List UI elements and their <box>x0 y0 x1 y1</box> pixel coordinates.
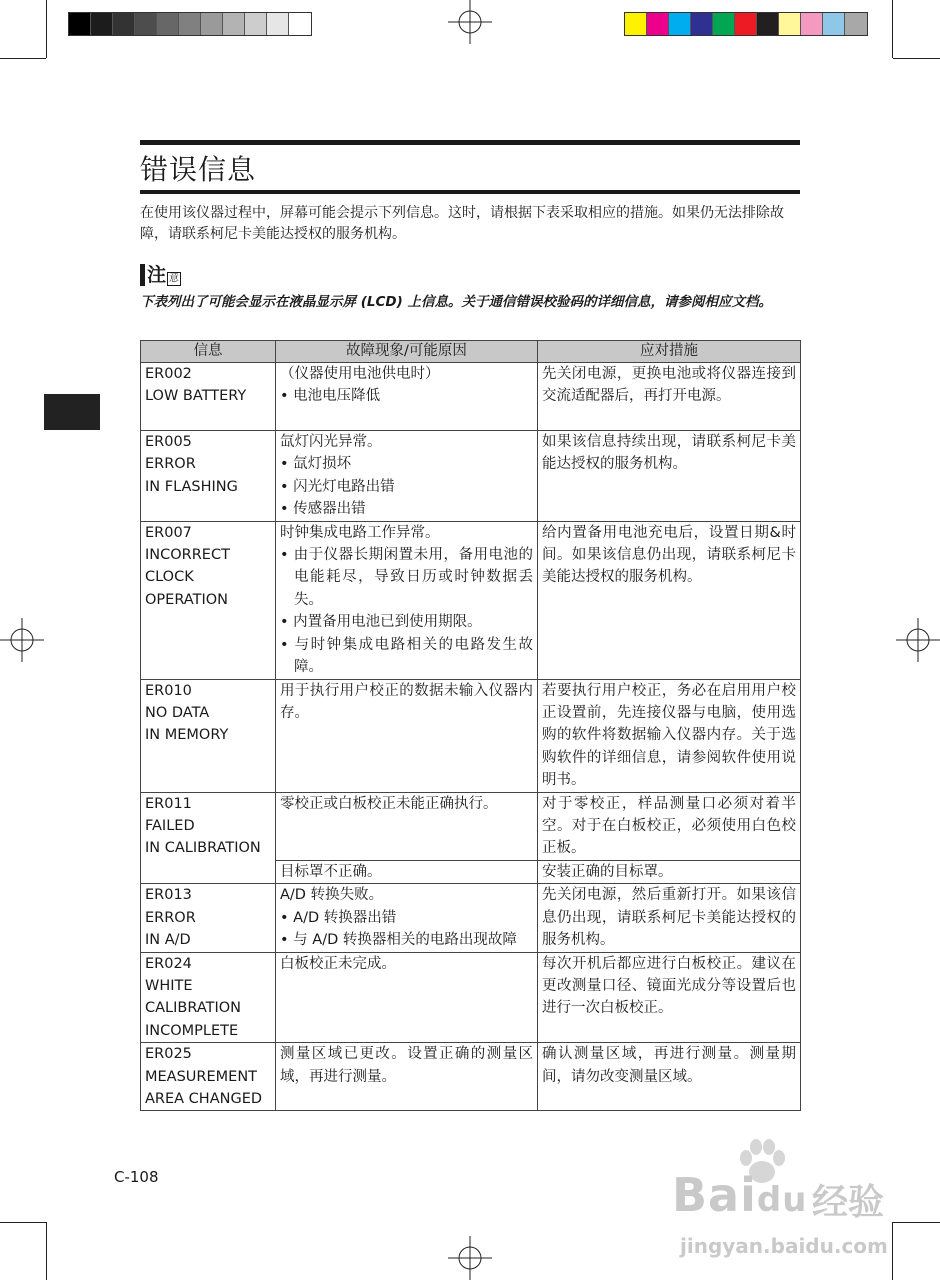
error-message-table <box>140 340 801 1111</box>
action-cell <box>538 1043 801 1111</box>
color-swatch <box>647 13 669 35</box>
note-label-sub: 意 <box>169 273 180 284</box>
message-cell <box>141 521 276 679</box>
gray-swatch <box>223 13 245 35</box>
message-code: IN A/D <box>145 932 191 949</box>
crop-mark <box>892 0 893 58</box>
action-text: 先关闭电源，然后重新打开。如果该信息仍出现，请联系柯尼卡美能达授权的服务机构。 <box>542 887 796 949</box>
message-code: ER005 <box>145 434 192 450</box>
message-code: AREA CHANGED <box>145 1090 263 1107</box>
color-swatch <box>691 13 713 35</box>
header-cause: 故障现象/可能原因 <box>276 341 538 363</box>
cause-bullet: • 内置备用电池已到使用期限。 <box>280 611 533 633</box>
gray-swatch <box>69 13 91 35</box>
gray-swatch <box>91 13 113 35</box>
table-row <box>141 521 801 679</box>
crop-mark <box>0 1222 46 1223</box>
action-cell <box>538 431 801 522</box>
color-swatch <box>801 13 823 35</box>
color-swatch <box>845 13 867 35</box>
message-code: OPERATION <box>145 591 228 608</box>
gray-swatch <box>157 13 179 35</box>
cause-cell <box>276 1043 538 1111</box>
note-bar-icon <box>140 264 145 286</box>
message-code: INCOMPLETE <box>145 1022 239 1039</box>
message-cell <box>141 792 276 884</box>
color-swatch <box>779 13 801 35</box>
gray-swatch <box>113 13 135 35</box>
cause-text: 用于执行用户校正的数据未输入仪器内存。 <box>280 682 533 722</box>
registration-mark-icon <box>0 618 44 662</box>
action-text: 每次开机后都应进行白板校正。建议在更改测量口径、镜面光成分等设置后也进行一次白板校正。 <box>542 955 796 1017</box>
cause-cell <box>276 363 538 431</box>
crop-mark <box>893 58 940 59</box>
message-cell <box>141 952 276 1043</box>
action-text: 若要执行用户校正，务必在启用用户校正设置前，先连接仪器与电脑，使用选购的软件将数据输入仪器内存。关于选购软件的详细信息，请参阅软件使用说明书。 <box>542 682 796 789</box>
color-swatch <box>625 13 647 35</box>
message-code: ER010 <box>145 682 192 699</box>
message-code: ER002 <box>145 366 192 382</box>
note-label-main: 注 <box>147 264 167 286</box>
header-action: 应对措施 <box>538 341 801 363</box>
cause-bullet: • 与时钟集成电路相关的电路发生故障。 <box>280 634 533 679</box>
page-number: C-108 <box>114 1168 159 1186</box>
action-cell <box>538 860 801 883</box>
table-row <box>141 431 801 522</box>
cause-bullet: • A/D 转换器出错 <box>280 907 533 929</box>
table-row <box>141 679 801 792</box>
cause-text: 零校正或白板校正未能正确执行。 <box>280 795 498 812</box>
message-cell <box>141 431 276 522</box>
action-text: 先关闭电源，更换电池或将仪器连接到交流适配器后，再打开电源。 <box>542 366 796 405</box>
cause-cell <box>276 431 538 522</box>
color-swatch <box>757 13 779 35</box>
action-text: 安装正确的目标罩。 <box>542 863 673 880</box>
table-row <box>141 884 801 952</box>
table-row <box>141 792 801 860</box>
cause-text: A/D 转换失败。 <box>280 887 384 904</box>
cause-cell <box>276 952 538 1043</box>
cause-text: 白板校正未完成。 <box>280 955 396 972</box>
color-swatch <box>669 13 691 35</box>
cause-text: （仪器使用电池供电时） <box>280 366 440 382</box>
cause-text: 时钟集成电路工作异常。 <box>280 524 440 541</box>
crop-mark <box>0 58 46 59</box>
cause-cell <box>276 679 538 792</box>
watermark-logo-cn: 经验 <box>812 1182 885 1223</box>
gray-swatch <box>267 13 289 35</box>
baidu-watermark <box>672 1138 902 1268</box>
cause-cell <box>276 884 538 952</box>
cause-bullet: • 由于仪器长期闲置未用，备用电池的电能耗尽，导致日历或时钟数据丢失。 <box>280 544 533 611</box>
note-text: 下表列出了可能会显示在液晶显示屏 (LCD) 上信息。关于通信错误校验码的详细信息，请参阅相应文档。 <box>140 294 772 310</box>
message-code: WHITE <box>145 977 193 994</box>
cause-bullet: • 传感器出错 <box>280 498 533 520</box>
table-row <box>141 363 801 431</box>
action-cell <box>538 952 801 1043</box>
color-swatch <box>823 13 845 35</box>
message-code: ER007 <box>145 524 192 541</box>
watermark-url: jingyan.baidu.com <box>680 1234 888 1258</box>
gray-swatch <box>201 13 223 35</box>
cause-bullet: • 氙灯损坏 <box>280 453 533 475</box>
note-label <box>140 262 181 286</box>
process-color-bar <box>624 12 868 36</box>
crop-mark <box>46 1222 47 1280</box>
message-cell <box>141 1043 276 1111</box>
message-code: IN CALIBRATION <box>145 840 261 857</box>
cause-text: 目标罩不正确。 <box>280 863 382 880</box>
message-code: NO DATA <box>145 705 210 722</box>
cause-cell <box>276 860 538 883</box>
action-text: 给内置备用电池充电后，设置日期&时间。如果该信息仍出现，请联系柯尼卡美能达授权的服务机构。 <box>542 524 796 586</box>
cause-cell <box>276 792 538 860</box>
table-row <box>141 1043 801 1111</box>
cause-bullet: • 闪光灯电路出错 <box>280 476 533 498</box>
cause-text: 测量区域已更改。设置正确的测量区域，再进行测量。 <box>280 1046 533 1085</box>
table-header-row <box>141 341 801 363</box>
action-cell <box>538 521 801 679</box>
message-cell <box>141 679 276 792</box>
message-cell <box>141 884 276 952</box>
action-cell <box>538 363 801 431</box>
action-text: 对于零校正，样品测量口必须对着半空。对于在白板校正，必须使用白色校正板。 <box>542 795 796 857</box>
message-code: ER011 <box>145 795 192 812</box>
table-row <box>141 952 801 1043</box>
action-cell <box>538 679 801 792</box>
watermark-logo: Baidu <box>672 1168 808 1222</box>
registration-mark-icon <box>448 0 492 44</box>
page-title: 错误信息 <box>140 153 257 186</box>
header-message: 信息 <box>141 341 276 363</box>
cause-bullet: • 电池电压降低 <box>280 385 533 407</box>
registration-mark-icon <box>448 1236 492 1280</box>
grayscale-color-bar <box>68 12 312 36</box>
message-code: INCORRECT <box>145 547 230 564</box>
message-code: CALIBRATION <box>145 1000 242 1017</box>
message-code: ER013 <box>145 887 192 904</box>
color-swatch <box>735 13 757 35</box>
message-code: ERROR <box>145 456 196 473</box>
message-code: ER025 <box>145 1046 192 1063</box>
message-code: ER024 <box>145 955 192 972</box>
gray-swatch <box>179 13 201 35</box>
cause-bullet: • 与 A/D 转换器相关的电路出现故障 <box>280 929 533 951</box>
title-rule <box>140 190 800 194</box>
intro-paragraph: 在使用该仪器过程中，屏幕可能会提示下列信息。这时，请根据下表采取相应的措施。如果仍无法排除故障，请联系柯尼卡美能达授权的服务机构。 <box>140 205 784 242</box>
crop-mark <box>46 0 47 58</box>
message-code: FAILED <box>145 818 195 835</box>
message-code: IN FLASHING <box>145 478 238 495</box>
message-cell <box>141 363 276 431</box>
message-code: LOW BATTERY <box>145 388 247 405</box>
cause-text: 氙灯闪光异常。 <box>280 434 382 450</box>
message-code: ERROR <box>145 909 196 926</box>
message-code: MEASUREMENT <box>145 1068 258 1085</box>
action-cell <box>538 792 801 860</box>
registration-mark-icon <box>896 618 940 662</box>
gray-swatch <box>135 13 157 35</box>
chapter-tab <box>44 394 100 430</box>
gray-swatch <box>245 13 267 35</box>
cause-cell <box>276 521 538 679</box>
message-code: CLOCK <box>145 569 194 586</box>
action-text: 如果该信息持续出现，请联系柯尼卡美能达授权的服务机构。 <box>542 434 796 473</box>
color-swatch <box>713 13 735 35</box>
header-rule <box>140 140 800 145</box>
action-text: 确认测量区域，再进行测量。测量期间，请勿改变测量区域。 <box>542 1046 796 1085</box>
message-code: IN MEMORY <box>145 727 229 744</box>
gray-swatch <box>289 13 311 35</box>
action-cell <box>538 884 801 952</box>
